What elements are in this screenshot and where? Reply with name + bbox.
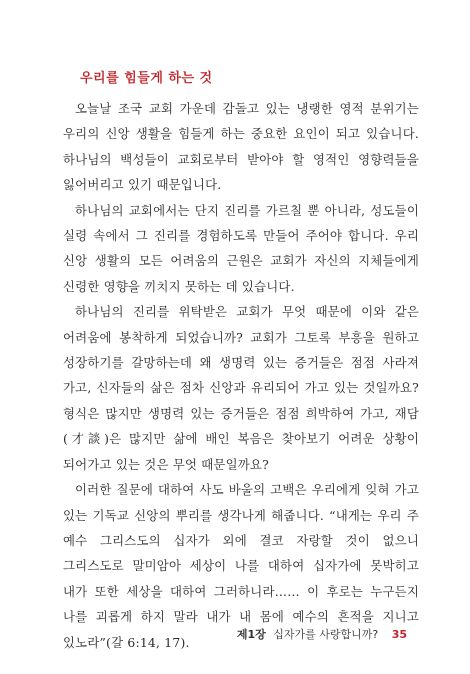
paragraph: 오늘날 조국 교회 가운데 감돌고 있는 냉랭한 영적 분위기는 우리의 신앙 생활을 힘들게 하는 중요한 요인이 되고 있습니다. 하나님의 백성들이 교회로부터 받아야 할 영적인 영향력들을 잃어버리고 있기 때문입니다. xyxy=(63,101,419,193)
section-heading: 우리를 힘들게 하는 것 xyxy=(80,71,213,86)
body-text xyxy=(63,96,419,655)
page-number: 35 xyxy=(391,628,407,641)
running-footer xyxy=(237,626,407,642)
footer-title: 십자가를 사랑합니까? xyxy=(273,628,379,641)
paragraph: 하나님의 진리를 위탁받은 교회가 무엇 때문에 이와 같은 어려움에 봉착하게 되었습니까? 교회가 그토록 부흥을 원하고 성장하기를 갈망하는데 왜 생명력 있는 증거들은 점점 사라져 가고, 신자들의 삶은 점차 신앙과 유리되어 가고 있는 것일까요? 형식은 많지만 생명력 있는 증거들은 점점 희박하여 가고, 재담(才談)은 많지만 삶에 배인 복음은 찾아보기 어려운 상황이 되어가고 있는 것은 무엇 때문일까요? xyxy=(63,304,419,472)
footer-chapter: 제1장 xyxy=(236,628,266,641)
paragraph: 하나님의 교회에서는 단지 진리를 가르칠 뿐 아니라, 성도들이 실령 속에서 그 진리를 경험하도록 만들어 주어야 합니다. 우리 신앙 생활의 모든 어려움의 근원은 교회가 자신의 지체들에게 신령한 영향을 끼치지 못하는 데 있습니다. xyxy=(63,202,419,294)
paragraph: 이러한 질문에 대하여 사도 바울의 고백은 우리에게 잊혀 가고 있는 기독교 신앙의 뿌리를 생각나게 해줍니다. “내게는 우리 주 예수 그리스도의 십자가 외에 결코 자랑할 것이 없으니 그리스도로 말미암아 세상이 나를 대하여 십자가에 못박히고 내가 또한 세상을 대하여 그러하니라…… 이 후로는 누구든지 나를 괴롭게 하지 말라 내가 내 몸에 예수의 흔적을 지니고 있노라”(갈 6:14, 17). xyxy=(63,482,419,650)
